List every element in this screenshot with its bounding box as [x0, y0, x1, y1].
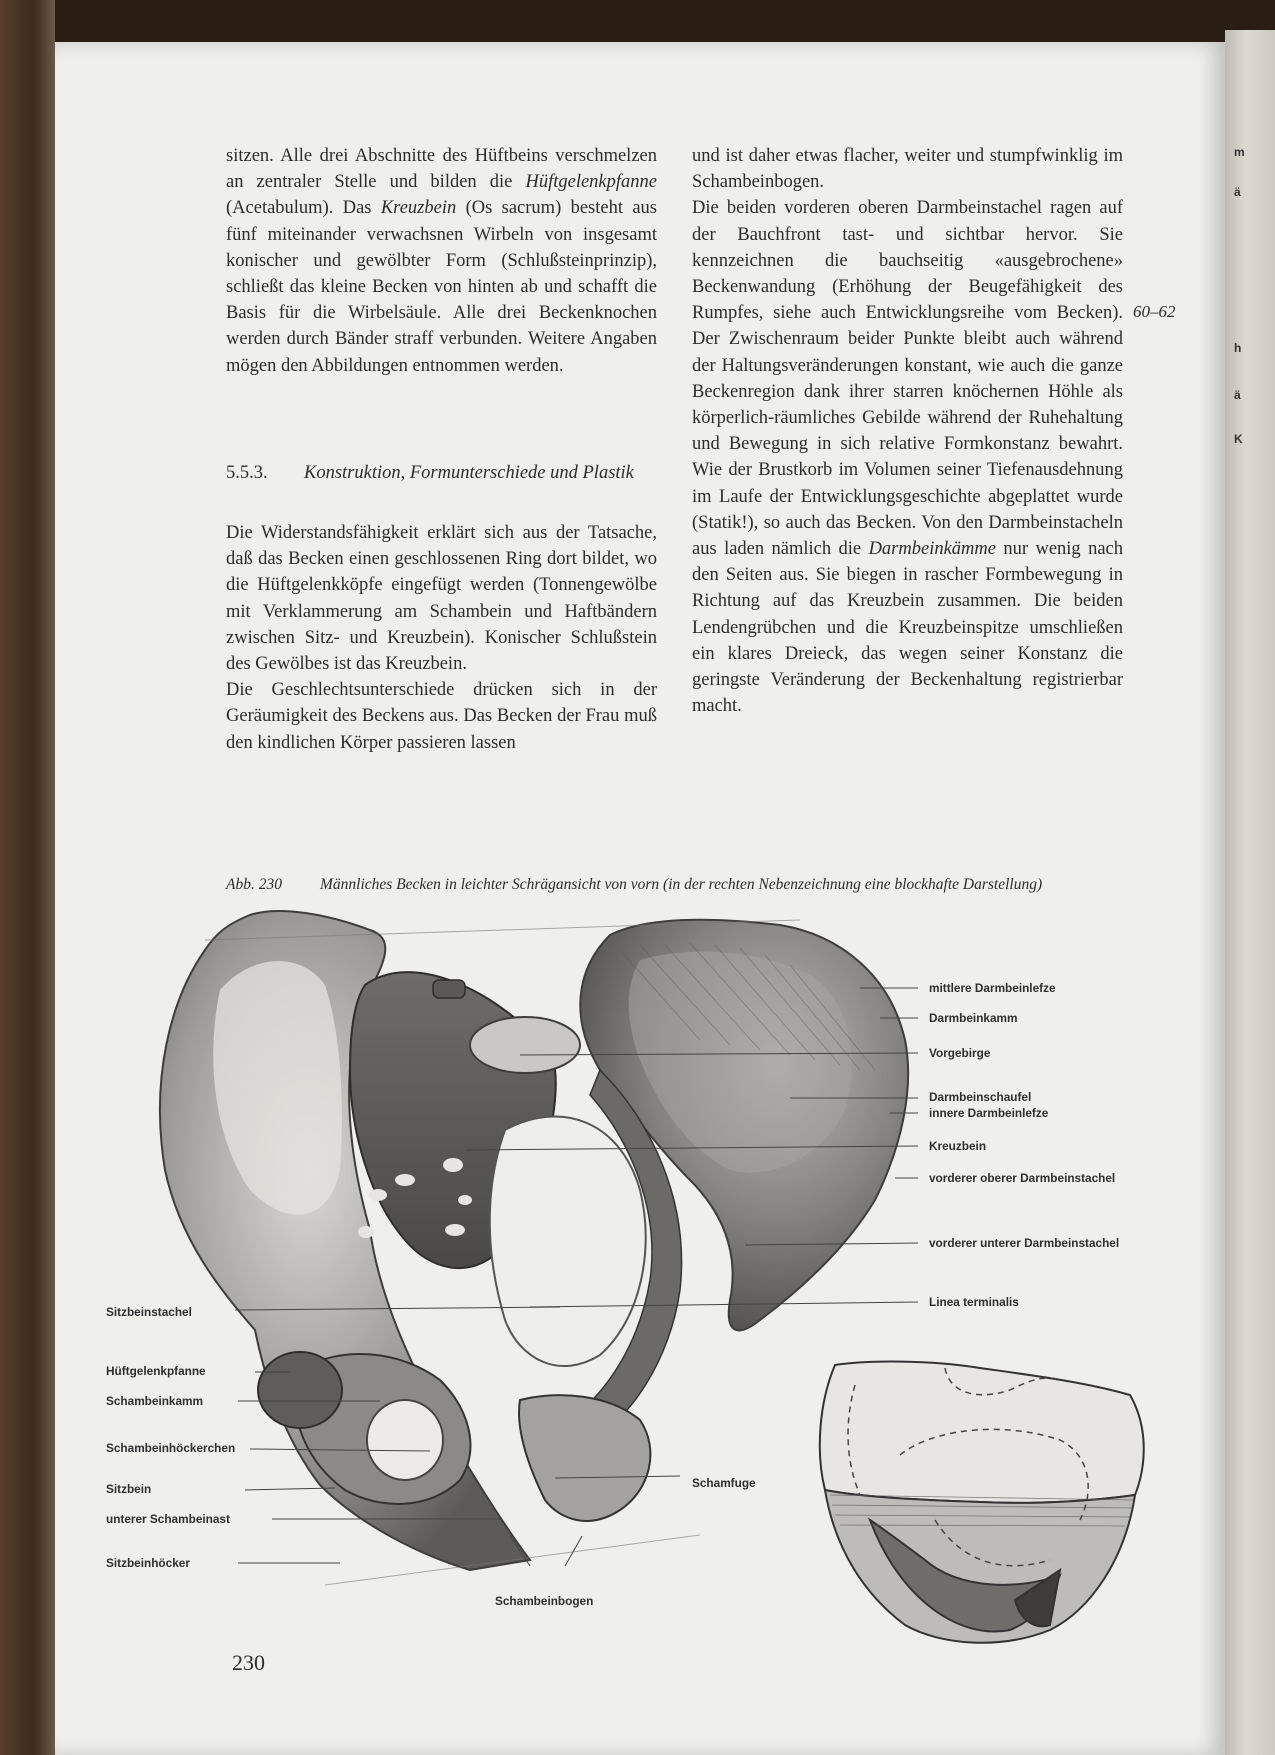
- label-vorgebirge: Vorgebirge: [929, 1046, 991, 1060]
- block-sketch: [820, 1362, 1144, 1643]
- left-paragraph-2: Die Widerstandsfähigkeit erklärt sich aus der Tatsache, daß das Becken einen geschlossenen Ring dort bildet, wo die Hüftgelenkköpfe eingefügt werden (Tonnengewölbe mit Verklammerung am Schambein und Haftbändern zwischen Sitz- und Kreuzbein). Konischer Schlußstein des Gewölbes ist das Kreuzbein.: [226, 523, 657, 675]
- label-unterer-schambeinast: unterer Schambeinast: [106, 1512, 230, 1526]
- left-paragraph-1: sitzen. Alle drei Abschnitte des Hüftbeins verschmelzen an zentraler Stelle und bilden die Hüftgelenkpfanne (Acetabulum). Das Kreuzbein (Os sacrum) besteht aus fünf miteinander verwachsnen Wirbeln von insgesamt konischer und gewölbter Form (Schlußsteinprinzip), schließt das kleine Becken von hinten ab und schafft die Basis für die Wirbelsäule. Alle drei Beckenknochen werden durch Bänder straff verbunden. Weitere Angaben mögen den Abbildungen entnommen werden.: [226, 146, 657, 376]
- label-sitzbeinhoecker: Sitzbeinhöcker: [106, 1556, 190, 1570]
- obturator-foramen: [367, 1400, 443, 1480]
- next-page-letter: K: [1234, 432, 1243, 446]
- section-title: Konstruktion, Formunterschiede und Plastik: [304, 463, 634, 483]
- label-innere-darmbeinlefze: innere Darmbeinlefze: [929, 1106, 1049, 1120]
- next-page-letter: m: [1234, 145, 1245, 159]
- label-darmbeinschaufel: Darmbeinschaufel: [929, 1090, 1032, 1104]
- label-schamfuge: Schamfuge: [692, 1476, 756, 1490]
- label-darmbeinkamm: Darmbeinkamm: [929, 1011, 1018, 1025]
- label-sitzbein: Sitzbein: [106, 1482, 152, 1496]
- pelvic-inlet: [490, 1117, 646, 1367]
- label-sitzbeinstachel: Sitzbeinstachel: [106, 1305, 192, 1319]
- label-vorderer-oberer-darmbeinstachel: vorderer oberer Darmbeinstachel: [929, 1171, 1116, 1185]
- label-hueftgelenkpfanne: Hüftgelenkpfanne: [106, 1364, 206, 1378]
- promontory: [470, 1017, 580, 1073]
- figure-number: Abb. 230: [226, 876, 282, 893]
- right-paragraph-2: Die beiden vorderen oberen Darmbeinstachel ragen auf der Bauchfront tast- und sichtbar hervor. Sie kennzeichnen die bauchseitig «ausgebrochene» Beckenwandung (Erhöhung der Beugefähigkeit des Rumpfes, siehe auch Entwicklungsreihe vom Becken). Der Zwischenraum beider Punkte bleibt auch während der Haltungsveränderungen konstant, wie auch die ganze Beckenregion dank ihrer starren knöchernen Höhle als körperlich-räumliches Gebilde während der Ruhehaltung und Bewegung in sich relative Formkonstanz bewahrt. Wie der Brustkorb im Volumen seiner Tiefenausdehnung im Laufe der Entwicklungsgeschichte abgeplattet wurde (Statik!), so auch das Becken. Von den Darmbeinstacheln aus laden nämlich die Darmbeinkämme nur wenig nach den Seiten aus. Sie biegen in rascher Formbewegung in Richtung auf das Kreuzbein zusammen. Die beiden Lendengrübchen und die Kreuzbeinspitze umschließen ein klares Dreieck, das wegen seiner Konstanz die geringste Veränderung der Beckenhaltung registrierbar macht.: [692, 198, 1124, 717]
- label-kreuzbein: Kreuzbein: [929, 1139, 987, 1153]
- next-page-letter: h: [1234, 341, 1242, 355]
- figure-caption-text: Männliches Becken in leichter Schrägansicht von vorn (in der rechten Nebenzeichnung eine blockhafte Darstellung): [320, 876, 1043, 893]
- acetabulum: [258, 1352, 342, 1428]
- next-page-letter: ä: [1234, 185, 1241, 199]
- page-number: 230: [232, 1650, 265, 1675]
- margin-reference: 60–62: [1133, 302, 1176, 321]
- label-schambeinkamm: Schambeinkamm: [106, 1394, 204, 1408]
- right-paragraph-1: und ist daher etwas flacher, weiter und stumpfwinklig im Schambeinbogen.: [692, 146, 1123, 193]
- label-vorderer-unterer-darmbeinstachel: vorderer unterer Darmbeinstachel: [929, 1236, 1120, 1250]
- left-paragraph-3: Die Geschlechtsunterschiede drücken sich in der Geräumigkeit des Beckens aus. Das Becken der Frau muß den kindlichen Körper passieren lassen: [226, 680, 657, 753]
- label-linea-terminalis: Linea terminalis: [929, 1295, 1019, 1309]
- pubis-right: [519, 1395, 650, 1521]
- next-page-letter: ä: [1234, 388, 1241, 402]
- label-schambeinhoeckerchen: Schambeinhöckerchen: [106, 1441, 236, 1455]
- section-number: 5.5.3.: [226, 463, 268, 483]
- label-mittlere-darmbeinlefze: mittlere Darmbeinlefze: [929, 981, 1056, 995]
- label-schambeinbogen: Schambeinbogen: [495, 1594, 594, 1608]
- vertebra-process: [433, 980, 465, 998]
